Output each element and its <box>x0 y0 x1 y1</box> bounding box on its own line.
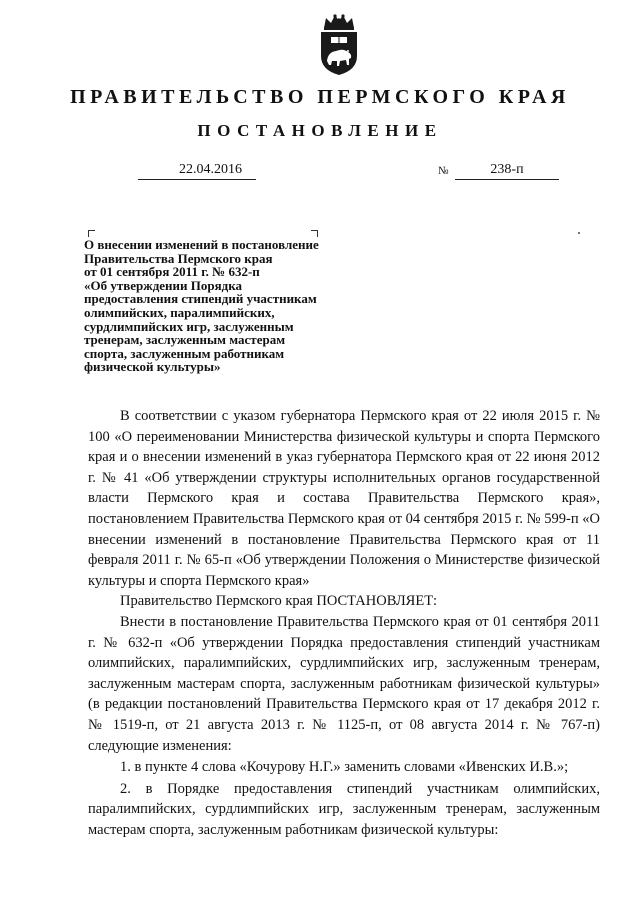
document-date: 22.04.2016 <box>138 161 256 180</box>
subject-line: олимпийских, паралимпийских, <box>84 304 275 320</box>
subject-line: от 01 сентября 2011 г. № 632-п <box>84 264 260 280</box>
resolution-clause: Правительство Пермского края ПОСТАНОВЛЯЕТ: <box>120 593 438 610</box>
subject-corner-left <box>88 230 95 237</box>
subject-line: «Об утверждении Порядка <box>84 277 243 293</box>
subject-corner-right <box>311 230 318 237</box>
number-label: № <box>438 165 449 177</box>
document-type: ПОСТАНОВЛЕНИЕ <box>197 121 443 140</box>
subject-line: физической культуры» <box>84 359 221 375</box>
subject-line: предоставления стипендий участникам <box>84 291 317 307</box>
document-number: 238-п <box>455 161 559 180</box>
subject-line: Правительства Пермского края <box>84 250 273 266</box>
subject-block <box>84 238 374 374</box>
document-body <box>88 406 600 840</box>
subject-line: О внесении изменений в постановление <box>84 237 319 252</box>
subject-line: спорта, заслуженным работникам <box>84 345 285 361</box>
scan-speck <box>578 232 580 234</box>
government-title: ПРАВИТЕЛЬСТВО ПЕРМСКОГО КРАЯ <box>70 86 570 108</box>
preamble-paragraph: В соответствии с указом губернатора Пермского края от 22 июля 2015 г. № 100 «О переименовании Министерства физической культуры и спорта Пермского края и о внесении изменений в указ губернатора Пермского края от 22 июня 2012 г. № 41 «Об утверждении структуры исполнительных органов государственной власти Пермского края и состава Правительства Пермского края», постановлением Правительства Пермского края от 04 сентября 2015 г. № 599-п «О внесении изменений в постановление Правительства Пермского края от 11 февраля 2011 г. № 65-п «Об утверждении Положения о Министерстве физической культуры и спорта Пермского края» <box>88 408 600 589</box>
subject-line: сурдлимпийских игр, заслуженным <box>84 318 294 334</box>
amendment-intro-paragraph: Внести в постановление Правительства Пермского края от 01 сентября 2011 г. № 632-п «Об утверждении Порядка предоставления стипендий участникам олимпийских, паралимпийских, сурдлимпийских игр, заслуженным тренерам, заслуженным мастерам спорта, заслуженным работникам физической культуры» (в редакции постановлений Правительства Пермского края от 17 декабря 2012 г. № 1519-п, от 21 августа 2013 г. № 1125-п, от 08 августа 2014 г. № 767-п) следующие изменения: <box>88 613 600 754</box>
amendment-item-1: 1. в пункте 4 слова «Кочурову Н.Г.» заменить словами «Ивенских И.В.»; <box>120 759 569 776</box>
subject-line: тренерам, заслуженным мастерам <box>84 332 286 348</box>
coat-of-arms-icon <box>316 14 362 76</box>
amendment-item-2: 2. в Порядке предоставления стипендий участникам олимпийских, паралимпийских, сурдлимпийских игр, заслуженным тренерам, заслуженным мастерам спорта, заслуженным работникам физической культуры: <box>88 780 600 838</box>
